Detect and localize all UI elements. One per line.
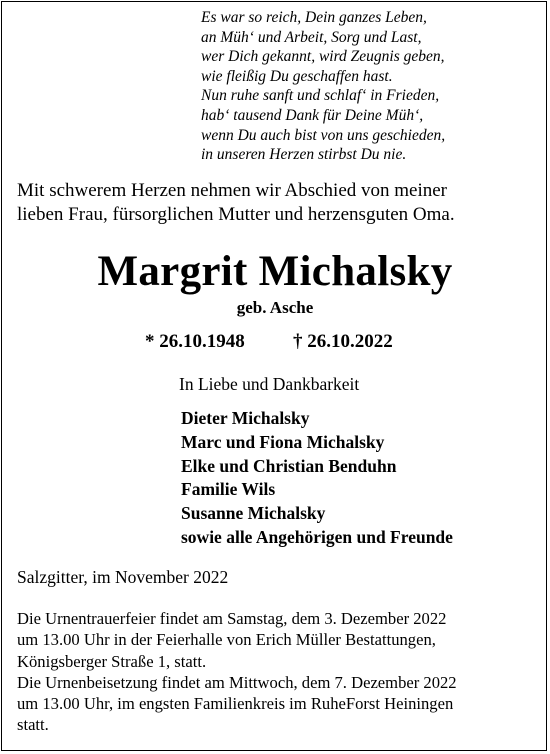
poem-line: wenn Du auch bist von uns geschieden, — [201, 126, 446, 144]
mourners-list — [181, 407, 453, 550]
mourner-name: Dieter Michalsky — [181, 408, 310, 428]
poem-line: wer Dich gekannt, wird Zeugnis geben, — [201, 48, 445, 66]
mourners-heading: In Liebe und Dankbarkeit — [179, 374, 360, 394]
poem — [201, 8, 531, 165]
mourner-name: Marc und Fiona Michalsky — [181, 431, 385, 452]
poem-line: Nun ruhe sanft und schlaf‘ in Frieden, — [201, 87, 440, 105]
notice-line: Königsberger Straße 1, statt. — [17, 651, 207, 671]
birth-date: * 26.10.1948 — [145, 331, 245, 352]
notice-line: Die Urnentrauerfeier findet am Samstag, dem 3. Dezember 2022 — [17, 609, 447, 628]
poem-line: Es war so reich, Dein ganzes Leben, — [201, 9, 427, 26]
poem-line: hab‘ tausend Dank für Deine Müh‘, — [201, 106, 424, 124]
death-date: † 26.10.2022 — [293, 331, 393, 352]
maiden-name: geb. Asche — [236, 298, 314, 317]
poem-line: wie fleißig Du geschaffen hast. — [201, 67, 393, 85]
mourner-name: Familie Wils — [181, 479, 276, 500]
funeral-notice — [17, 608, 545, 736]
intro-line: Mit schwerem Herzen nehmen wir Abschied von meiner — [17, 180, 448, 201]
place-date: Salzgitter, im November 2022 — [17, 567, 229, 587]
mourner-name: Elke und Christian Benduhn — [181, 455, 397, 476]
poem-line: in unseren Herzen stirbst Du nie. — [201, 146, 407, 164]
notice-line: statt. — [17, 715, 49, 735]
intro-line: lieben Frau, fürsorglichen Mutter und herzensguten Oma. — [17, 204, 455, 225]
poem-line: an Müh‘ und Arbeit, Sorg und Last, — [201, 28, 422, 46]
intro-text — [17, 179, 537, 227]
mourner-name: sowie alle Angehörigen und Freunde — [181, 526, 453, 547]
mourner-name: Susanne Michalsky — [181, 503, 326, 524]
notice-line: um 13.00 Uhr, im engsten Familienkreis im RuheForst Heiningen — [17, 694, 454, 714]
deceased-name: Margrit Michalsky — [97, 248, 453, 295]
notice-line: Die Urnenbeisetzung findet am Mittwoch, dem 7. Dezember 2022 — [17, 672, 457, 692]
notice-line: um 13.00 Uhr in der Feierhalle von Erich Müller Bestattungen, — [17, 630, 436, 650]
